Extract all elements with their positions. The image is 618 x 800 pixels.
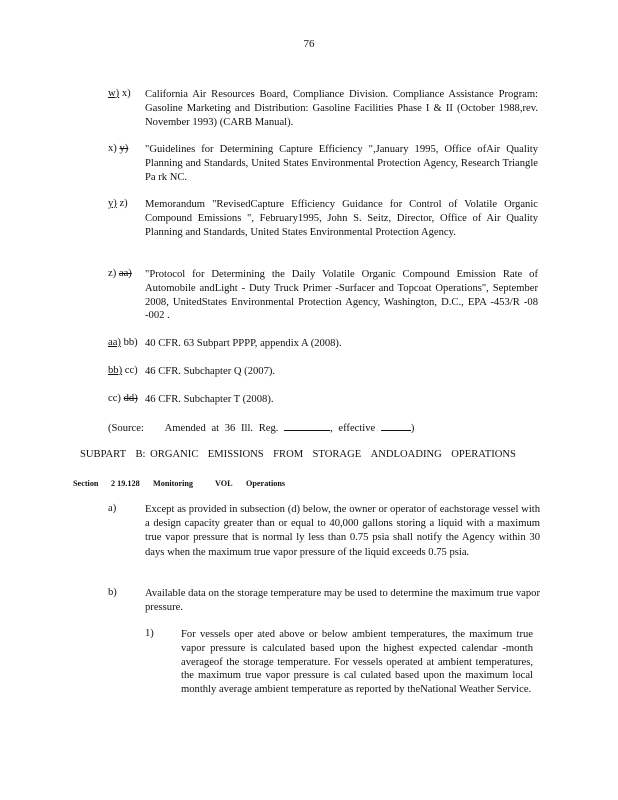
entry-label [108,337,148,348]
label-current: cc) [122,365,138,376]
entry-label [108,393,148,404]
subsection-b-1 [145,628,533,697]
section-number: 2 19.128 [111,479,140,488]
entry-text: "Protocol for Determining the Daily Volatile Organic Compound Emission Rate of Automobile andLight - Duty Truck Primer -Surfacer and Topcoat Operations", September 2008, UnitedStates Environmental Protection Agency, Washington, D.C., EPA -453/R -08 -002 . [145,269,538,322]
entry-text: "Guidelines for Determining Capture Efficiency ",January 1995, Office ofAir Quality Planning and Standards, United States Environmental Protection Agency, Research Triangle Pa rk NC. [145,144,538,183]
section-title-1: Monitoring [153,479,194,488]
entry-label [108,365,148,376]
label-inserted: bb) [108,365,123,376]
label-current: cc) [108,393,124,404]
source-close: ) [410,423,415,434]
entry-text: 40 CFR. 63 Subpart PPPP, appendix A (2008). [145,338,342,349]
source-note [108,421,548,434]
source-effective: , effective [330,423,376,434]
subsection-label: 1) [145,628,154,639]
entry-label [108,268,148,279]
subpart-word: B: ORGANIC [135,449,199,460]
subpart-word: FROM [273,449,304,460]
label-current: z) [108,268,119,279]
subpart-word: ANDLOADING [370,449,442,460]
source-amended: Amended at 36 Ill. Reg. [164,423,279,434]
reference-entry-bb [108,365,538,379]
label-struck: y) [119,143,129,154]
entry-label [108,198,148,209]
subpart-heading [80,449,516,460]
subpart-word: STORAGE [312,449,362,460]
reference-entry-w [108,88,538,129]
entry-label [108,88,148,99]
label-inserted: y) [108,198,117,209]
source-open: (Source: [108,423,144,434]
section-title-2: VOL [215,479,233,488]
reference-entry-x [108,143,538,184]
subsection-b [108,587,540,615]
section-word: Section [73,479,99,488]
label-struck: aa) [118,268,132,279]
reference-entry-cc [108,393,538,407]
reference-entry-z [108,268,538,323]
date-blank [381,421,411,431]
subsection-a [108,503,540,560]
subpart-word: SUBPART [80,449,127,460]
reference-entry-y [108,198,538,239]
subpart-word: EMISSIONS [207,449,264,460]
label-current: z) [116,198,128,209]
page-number: 76 [303,38,315,50]
subsection-text: For vessels oper ated above or below ambient temperatures, the maximum true vapor pressure is calculated based upon the highest expected calendar -month averageof the storage temperature. For vessels operated at ambient temperatures, the maximum true vapor pressure is cal culated based upon the maximum local monthly average ambient temperature as reported by theNational Weather Service. [181,629,533,696]
register-blank [284,421,330,431]
entry-label [108,143,148,154]
label-inserted: aa) [108,337,121,348]
subsection-text: Except as provided in subsection (d) below, the owner or operator of eachstorage vessel with a design capacity greater than or equal to 40,000 gallons storing a liquid with a maximum true vapor pressure that is normal ly less than 0.75 psia shall notify the Agency within 30 days when the maximum true vapor pressure of the liquid exceeds 0.75 psia. [145,504,540,558]
entry-text: 46 CFR. Subchapter Q (2007). [145,366,276,377]
subpart-word: OPERATIONS [451,449,516,460]
label-current: bb) [120,337,138,348]
subsection-label: b) [108,587,117,598]
reference-entry-aa [108,337,538,351]
section-title-3: Operations [246,479,286,488]
source-line [108,421,548,434]
label-struck: dd) [123,393,138,404]
subsection-text: Available data on the storage temperature may be used to determine the maximum true vapor pressure. [145,588,540,614]
label-current: x) [119,88,131,99]
entry-text: California Air Resources Board, Compliance Division. Compliance Assistance Program: Gasoline Marketing and Distribution: Gasoline Facilities Phase I & II (October 1988,rev. November 1993) (CARB Manual). [145,89,538,128]
entry-text: Memorandum "RevisedCapture Efficiency Guidance for Control of Volatile Organic Compound Emissions ", February1995, John S. Seitz, Director, Office of Air Quality Planning and Standards, United States Environmental Protection Agency. [145,199,538,238]
subsection-label: a) [108,503,117,514]
entry-text: 46 CFR. Subchapter T (2008). [145,394,274,405]
label-inserted: w) [108,88,120,99]
label-current: x) [108,143,120,154]
